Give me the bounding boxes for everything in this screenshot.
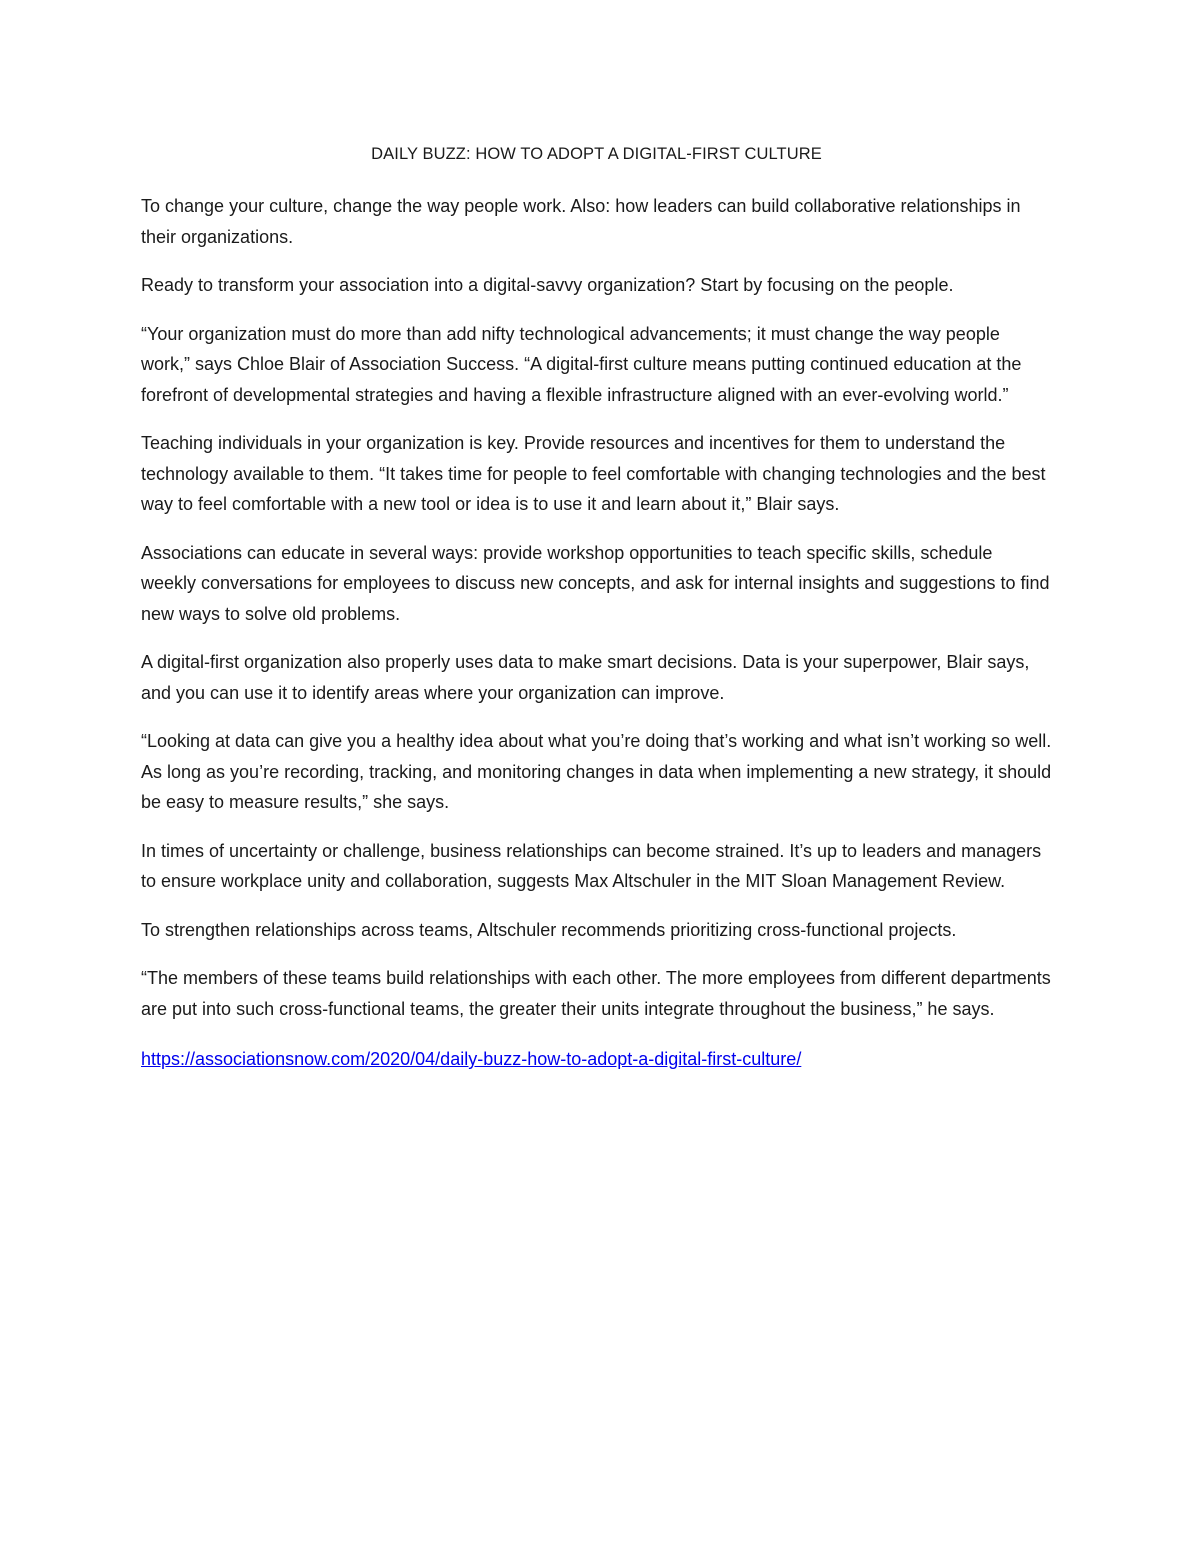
paragraph: Teaching individuals in your organization is key. Provide resources and incentives for them to understand the technology available to them. “It takes time for people to feel comfortable with changing technologies and the best way to feel comfortable with a new tool or idea is to use it and learn about it,” Blair says. [141,433,1046,514]
paragraph: “Your organization must do more than add nifty technological advancements; it must change the way people work,” says Chloe Blair of Association Success. “A digital-first culture means putting continued education at the forefront of developmental strategies and having a flexible infrastructure aligned with an ever-evolving world.” [141,323,1022,405]
paragraph: “Looking at data can give you a healthy idea about what you’re doing that’s working and what isn’t working so well. As long as you’re recording, tracking, and monitoring changes in data when implementing a new strategy, it should be easy to measure results,” she says. [141,731,1052,812]
paragraph: To strengthen relationships across teams, Altschuler recommends prioritizing cross-functional projects. [141,919,957,940]
paragraph: In times of uncertainty or challenge, business relationships can become strained. It’s up to leaders and managers to ensure workplace unity and collaboration, suggests Max Altschuler in the MIT Sloan Management Review. [141,840,1042,891]
paragraph: “The members of these teams build relationships with each other. The more employees from different departments are put into such cross-functional teams, the greater their units integrate throughout the business,” he says. [141,968,1051,1019]
paragraph: Associations can educate in several ways: provide workshop opportunities to teach specific skills, schedule weekly conversations for employees to discuss new concepts, and ask for internal insights and suggestions to find new ways to solve old problems. [141,542,1050,624]
document-title: DAILY BUZZ: HOW TO ADOPT A DIGITAL-FIRST CULTURE [371,145,822,163]
paragraph: Ready to transform your association into a digital-savvy organization? Start by focusing on the people. [141,275,954,295]
paragraph-intro: To change your culture, change the way people work. Also: how leaders can build collaborative relationships in their organizations. [141,196,1021,247]
paragraph: A digital-first organization also properly uses data to make smart decisions. Data is your superpower, Blair says, and you can use it to identify areas where your organization can improve. [141,652,1030,703]
source-link[interactable]: https://associationsnow.com/2020/04/daily-buzz-how-to-adopt-a-digital-first-culture/ [141,1049,802,1069]
